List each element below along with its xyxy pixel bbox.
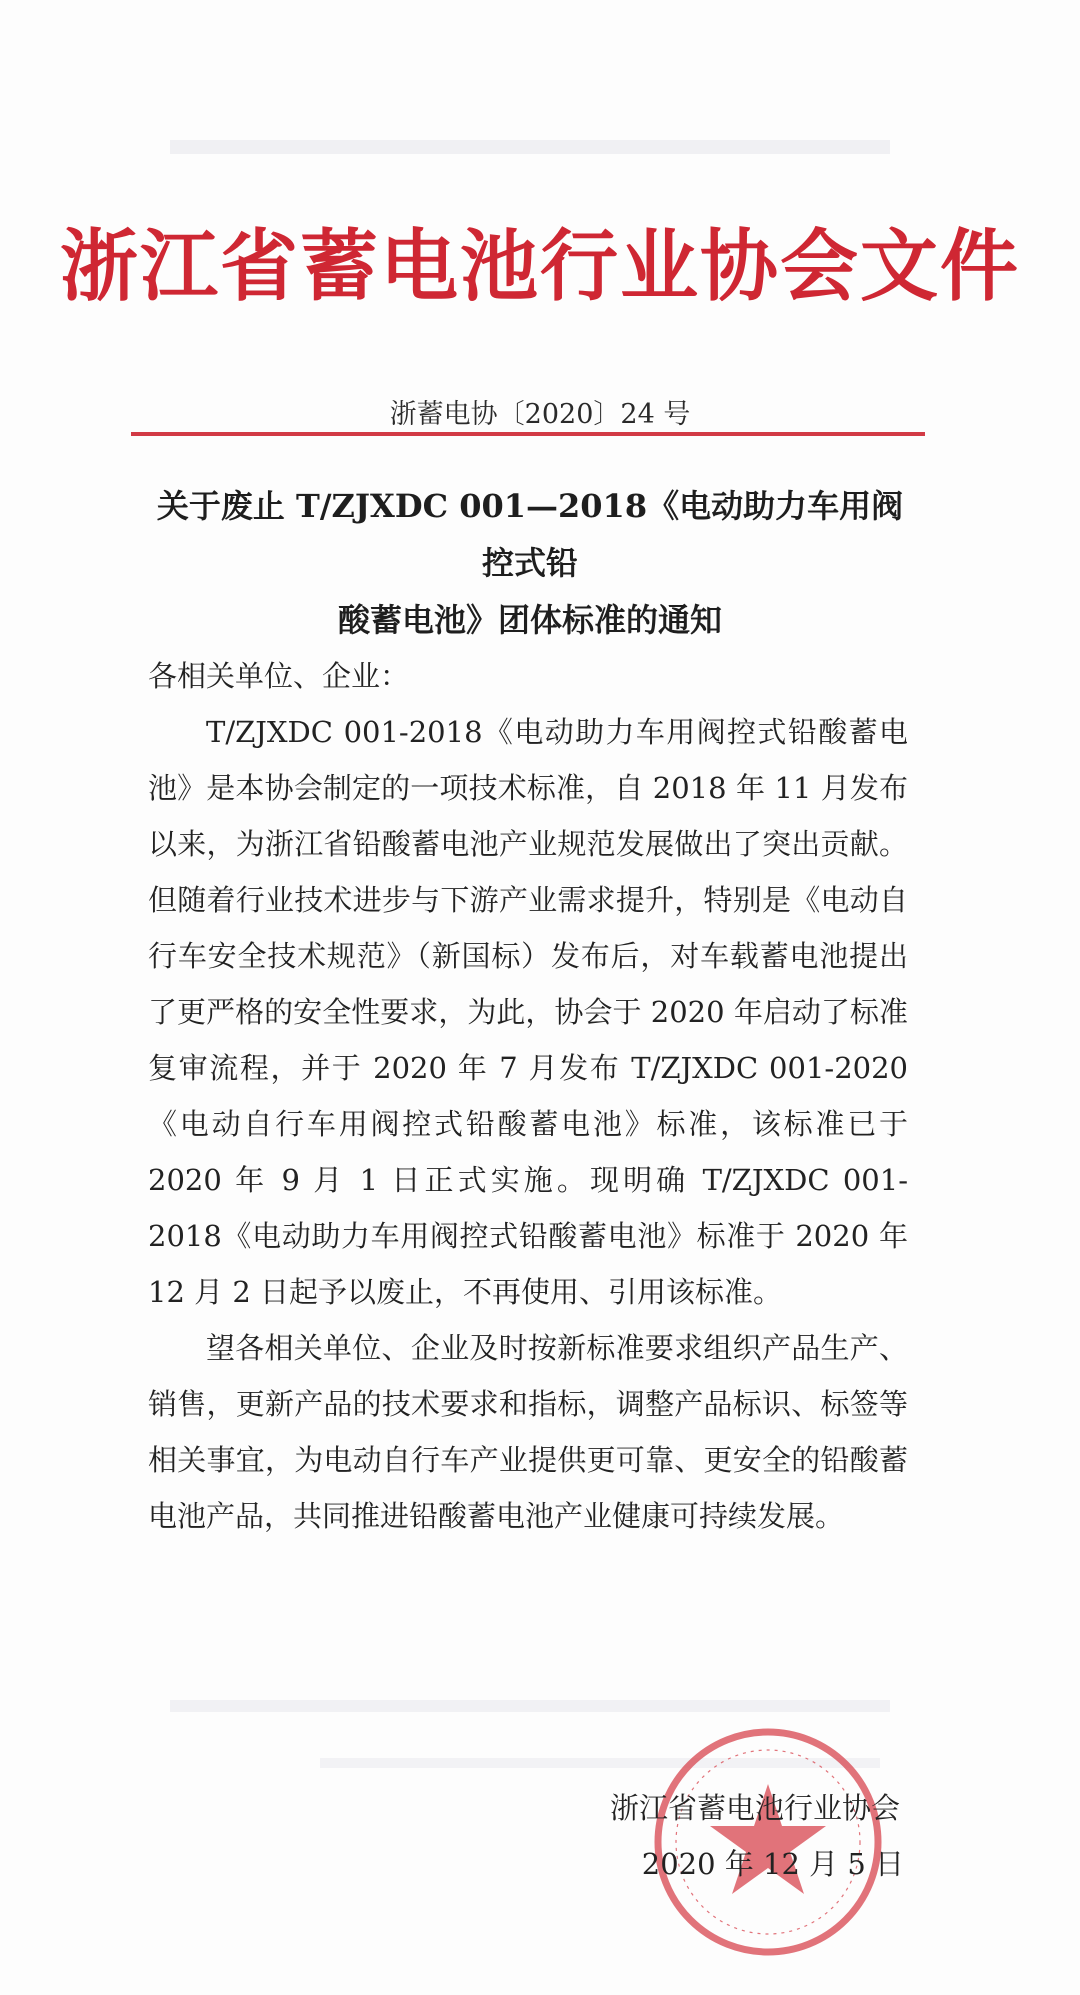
notice-title-line-2: 酸蓄电池》团体标准的通知 xyxy=(337,601,722,639)
document-number: 浙蓄电协〔2020〕24 号 xyxy=(389,399,691,430)
body-paragraph-2: 望各相关单位、企业及时按新标准要求组织产品生产、销售，更新产品的技术要求和指标，调整产品标识、标签等相关事宜，为电动自行车产业提供更可靠、更安全的铅酸蓄电池产品，共同推进铅酸蓄电池产业健康可持续发展。 xyxy=(148,1331,908,1533)
header-red-rule xyxy=(131,432,925,436)
notice-title xyxy=(145,478,915,649)
signature-organization: 浙江省蓄电池行业协会 xyxy=(609,1791,900,1825)
signature-date: 2020 年 12 月 5 日 xyxy=(641,1847,904,1881)
notice-body xyxy=(148,648,908,1544)
notice-title-line-1: 关于废止 T/ZJXDC 001—2018《电动助力车用阀控式铅 xyxy=(156,487,904,582)
document-header-title: 浙江省蓄电池行业协会文件 xyxy=(59,221,1020,312)
bleed-through-mark xyxy=(170,1700,890,1712)
signature-block xyxy=(609,1780,904,1892)
bleed-through-mark xyxy=(170,140,890,154)
body-paragraph-1: T/ZJXDC 001-2018《电动助力车用阀控式铅酸蓄电池》是本协会制定的一项技术标准，自 2018 年 11 月发布以来，为浙江省铅酸蓄电池产业规范发展做出了突出贡献。但随着行业技术进步与下游产业需求提升，特别是《电动自行车安全技术规范》（新国标）发布后，对车载蓄电池提出了更严格的安全性要求，为此，协会于 2020 年启动了标准复审流程，并于 2020 年 7 月发布 T/ZJXDC 001-2020《电动自行车用阀控式铅酸蓄电池》标准，该标准已于 2020 年 9 月 1 日正式实施。现明确 T/ZJXDC 001-2018《电动助力车用阀控式铅酸蓄电池》标准于 2020 年 12 月 2 日起予以废止，不再使用、引用该标准。 xyxy=(148,715,908,1309)
salutation: 各相关单位、企业： xyxy=(148,659,410,693)
